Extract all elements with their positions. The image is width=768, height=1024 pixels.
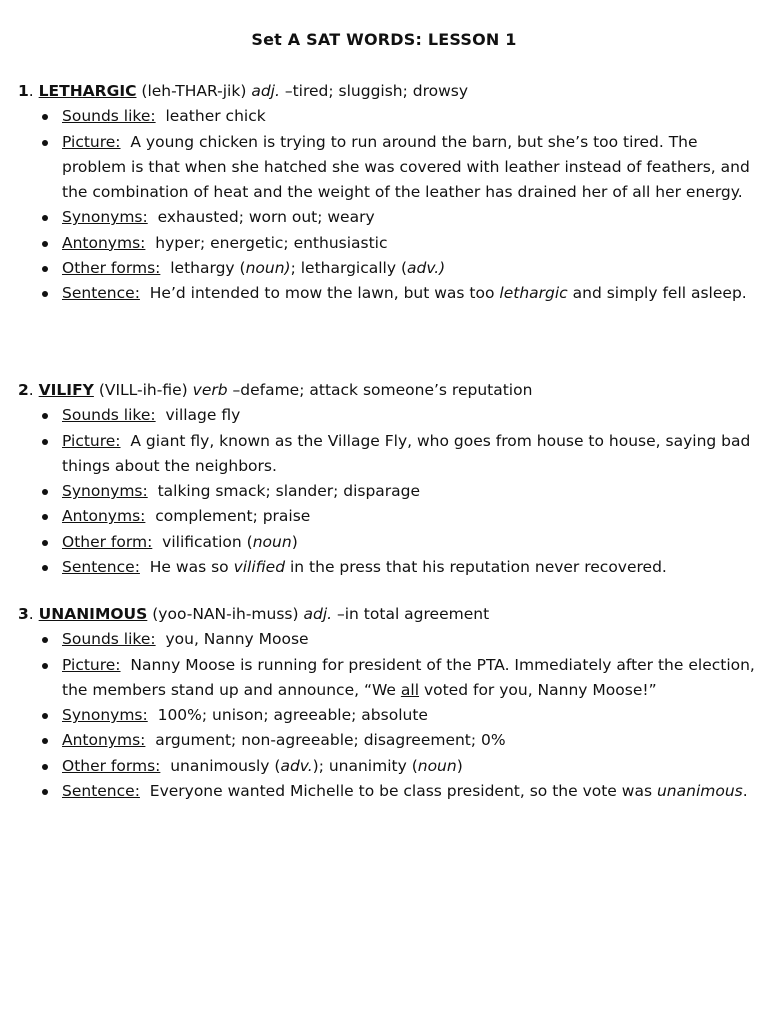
synonyms-item bbox=[62, 479, 758, 504]
picture-item bbox=[62, 130, 758, 206]
entry-headline: 2. VILIFY (VILL-ih-fie) verb –defame; attack someone’s reputation bbox=[18, 381, 533, 399]
sentence-text-after: and simply fell asleep. bbox=[572, 284, 747, 303]
pronunciation: (yoo-NAN-ih-muss) bbox=[152, 605, 299, 623]
pronunciation: (VILL-ih-fie) bbox=[98, 381, 188, 399]
sounds-like-label: Sounds like: bbox=[62, 630, 156, 649]
other-forms-item bbox=[62, 754, 758, 779]
sentence-label: Sentence: bbox=[62, 782, 140, 801]
definition: –tired; sluggish; drowsy bbox=[284, 82, 469, 100]
vocab-entry-lethargic bbox=[18, 79, 758, 307]
antonyms-item bbox=[62, 231, 758, 256]
pronunciation: (leh-THAR-jik) bbox=[141, 82, 247, 100]
picture-label: Picture: bbox=[62, 655, 121, 674]
synonyms-item bbox=[62, 205, 758, 230]
entry-number: 3 bbox=[18, 605, 29, 623]
sounds-like-label: Sounds like: bbox=[62, 107, 156, 126]
antonyms-label: Antonyms: bbox=[62, 233, 146, 252]
sentence-label: Sentence: bbox=[62, 558, 140, 577]
antonyms-item bbox=[62, 504, 758, 529]
synonyms-text: 100%; unison; agreeable; absolute bbox=[157, 706, 428, 725]
picture-item bbox=[62, 429, 758, 480]
picture-text: A young chicken is trying to run around the barn, but she’s too tired. The problem is that when she hatched she was covered with leather instead of feathers, and the combination of heat and the weight of the leather has drained her of all her energy. bbox=[62, 132, 750, 202]
other-forms-text-a: vilification ( bbox=[162, 532, 253, 551]
other-forms-text-b: ) bbox=[291, 532, 298, 551]
sounds-like-label: Sounds like: bbox=[62, 406, 156, 425]
entry-number: 1 bbox=[18, 82, 29, 100]
antonyms-text: hyper; energetic; enthusiastic bbox=[155, 233, 388, 252]
other-forms-pos-b: adv.) bbox=[407, 259, 446, 278]
other-forms-pos-a: noun) bbox=[245, 259, 291, 278]
picture-text: A giant fly, known as the Village Fly, who goes from house to house, saying bad things about the neighbors. bbox=[62, 431, 751, 475]
sounds-like-item bbox=[62, 627, 758, 652]
antonyms-text: complement; praise bbox=[155, 507, 311, 526]
sounds-like-text: you, Nanny Moose bbox=[165, 630, 309, 649]
synonyms-text: exhausted; worn out; weary bbox=[157, 208, 375, 227]
other-forms-label: Other forms: bbox=[62, 259, 161, 278]
part-of-speech: adj. bbox=[251, 82, 280, 100]
sentence-text-before: Everyone wanted Michelle to be class president, so the vote was bbox=[149, 782, 653, 801]
other-forms-text-end: ) bbox=[456, 756, 463, 775]
vocab-word: VILIFY bbox=[38, 381, 94, 399]
sentence-item bbox=[62, 281, 758, 306]
picture-item bbox=[62, 653, 758, 704]
other-forms-item bbox=[62, 256, 758, 281]
sentence-text-after: in the press that his reputation never recovered. bbox=[290, 558, 667, 577]
other-forms-text-a: unanimously ( bbox=[170, 756, 281, 775]
vocab-entry-unanimous bbox=[18, 602, 758, 804]
other-forms-pos-a: noun bbox=[252, 532, 292, 551]
other-forms-text-b: ; lethargically ( bbox=[290, 259, 407, 278]
synonyms-label: Synonyms: bbox=[62, 706, 148, 725]
entry-headline: 3. UNANIMOUS (yoo-NAN-ih-muss) adj. –in total agreement bbox=[18, 605, 490, 623]
other-forms-text-b: ); unanimity ( bbox=[312, 756, 418, 775]
antonyms-label: Antonyms: bbox=[62, 507, 146, 526]
picture-text-before: Nanny Moose is running for president of the PTA. Immediately after the election, the members stand up and announce, “We bbox=[62, 655, 755, 699]
definition: –in total agreement bbox=[337, 605, 490, 623]
entry-headline: 1. LETHARGIC (leh-THAR-jik) adj. –tired; sluggish; drowsy bbox=[18, 82, 469, 100]
other-forms-pos-b: noun bbox=[417, 756, 457, 775]
sentence-item bbox=[62, 555, 758, 580]
synonyms-label: Synonyms: bbox=[62, 482, 148, 501]
other-forms-text-a: lethargy ( bbox=[170, 259, 246, 278]
entry-details bbox=[18, 104, 758, 306]
other-forms-pos-a: adv. bbox=[280, 756, 313, 775]
sounds-like-text: village fly bbox=[165, 406, 241, 425]
sounds-like-text: leather chick bbox=[165, 107, 266, 126]
part-of-speech: verb bbox=[192, 381, 228, 399]
sounds-like-item bbox=[62, 403, 758, 428]
antonyms-item bbox=[62, 728, 758, 753]
sentence-label: Sentence: bbox=[62, 284, 140, 303]
synonyms-text: talking smack; slander; disparage bbox=[157, 482, 421, 501]
entry-details bbox=[18, 627, 758, 804]
other-forms-label: Other form: bbox=[62, 532, 153, 551]
synonyms-label: Synonyms: bbox=[62, 208, 148, 227]
synonyms-item bbox=[62, 703, 758, 728]
definition: –defame; attack someone’s reputation bbox=[232, 381, 533, 399]
other-forms-label: Other forms: bbox=[62, 756, 161, 775]
antonyms-text: argument; non-agreeable; disagreement; 0% bbox=[155, 731, 506, 750]
sentence-vocab-word: vilified bbox=[233, 558, 286, 577]
picture-label: Picture: bbox=[62, 132, 121, 151]
entry-details bbox=[18, 403, 758, 580]
picture-label: Picture: bbox=[62, 431, 121, 450]
other-forms-item bbox=[62, 530, 758, 555]
part-of-speech: adj. bbox=[303, 605, 333, 623]
vocab-entry-vilify bbox=[18, 378, 758, 580]
picture-underlined-word: all bbox=[400, 680, 420, 699]
vocab-word: UNANIMOUS bbox=[38, 605, 148, 623]
vocab-word: LETHARGIC bbox=[38, 82, 137, 100]
entry-number: 2 bbox=[18, 381, 29, 399]
page-title: Set A SAT WORDS: LESSON 1 bbox=[251, 30, 517, 49]
sentence-text-after: . bbox=[742, 782, 748, 801]
antonyms-label: Antonyms: bbox=[62, 731, 146, 750]
sentence-vocab-word: unanimous bbox=[656, 782, 743, 801]
picture-text-after: voted for you, Nanny Moose!” bbox=[423, 680, 657, 699]
sentence-text-before: He’d intended to mow the lawn, but was too bbox=[149, 284, 495, 303]
sentence-vocab-word: lethargic bbox=[499, 284, 568, 303]
sentence-item bbox=[62, 779, 758, 804]
sounds-like-item bbox=[62, 104, 758, 129]
sentence-text-before: He was so bbox=[149, 558, 229, 577]
